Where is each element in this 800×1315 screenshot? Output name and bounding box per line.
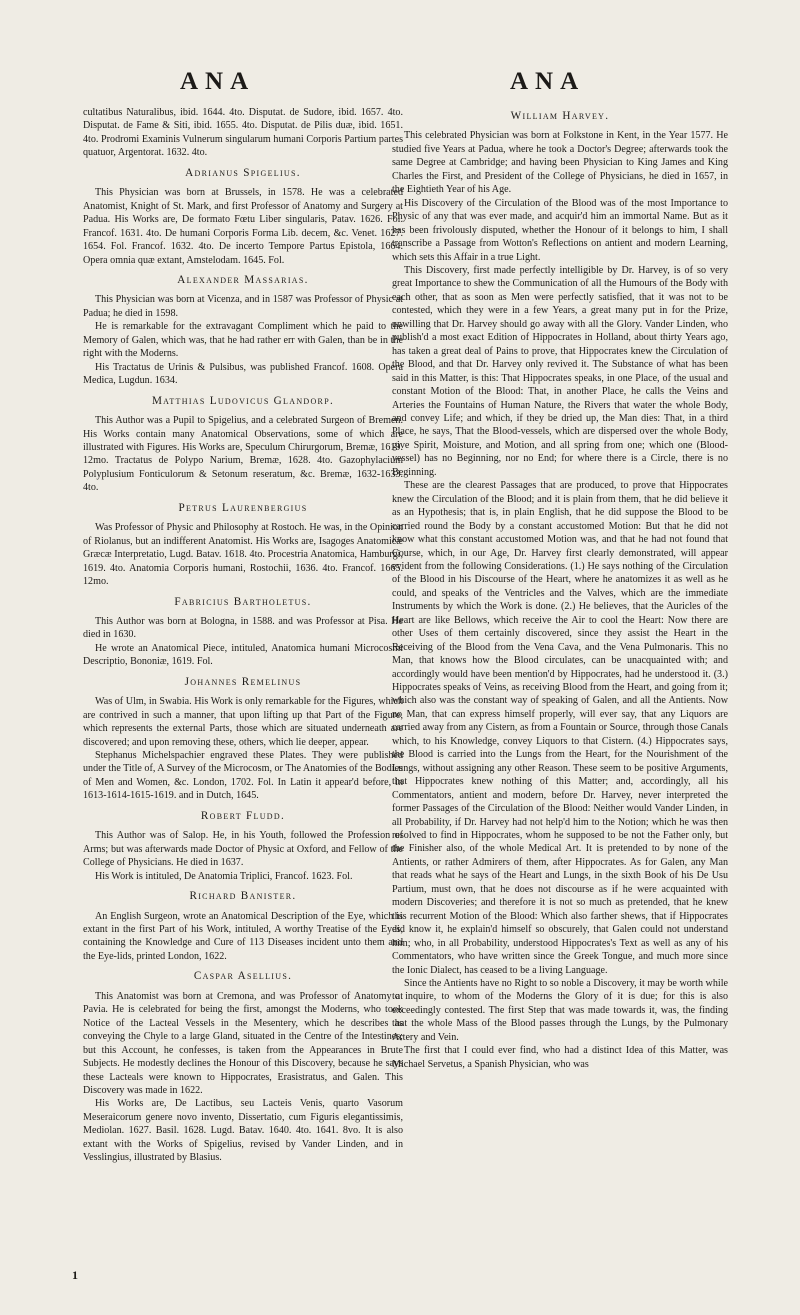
paragraph: This Author was born at Bologna, in 1588. and was Professor at Pisa. He died in 1630. — [83, 615, 403, 641]
right-column — [392, 106, 728, 1071]
section-heading: William Harvey. — [510, 110, 610, 122]
paragraph: The first that I could ever find, who had a distinct Idea of this Matter, was Michael Servetus, a Spanish Physician, who was — [392, 1045, 728, 1070]
paragraph: This Anatomist was born at Cremona, and was Professor of Anatomy at Pavia. He is celebrated for being the first, amongst the Moderns, who took Notice of the Lacteal Vessels in the Mesentery, which he describes as conveying the Chyle to a large Gland, situated in the Centre of the Intestines; but this Account, he confesses, is taken from the Appearances in Brute Subjects. He modestly declines the Honour of this Discovery, because he says these Lacteals were known to Hippocrates, Erasistratus, and Galen. This Discovery was made in 1622. — [83, 990, 403, 1096]
section-heading: Caspar Asellius. — [193, 970, 293, 983]
paragraph: His Work is intituled, De Anatomia Triplici, Francof. 1623. Fol. — [95, 870, 353, 882]
paragraph: His Discovery of the Circulation of the Blood was of the most Importance to Physic of any that was ever made, and acquir'd him an immortal Name. But as it has been frivolously disputed, whether the Honour of it belongs to him, I shall transcribe a Passage from Wotton's Reflections on antient and modern Learning, which sets this Affair in a true Light. — [392, 197, 728, 263]
paragraph: This Physician was born at Brussels, in 1578. He was a celebrated Anatomist, Knight of St. Mark, and first Professor of Anatomy and Surgery at Padua. His Works are, De formato Fœtu Liber singularis, Patav. 1626. Fol. Francof. 1631. 4to. De humani Corporis Forma Lib. decem, &c. Venet. 1627. 1654. Fol. Francof. 1632. 4to. De incerto Tempore Partus Epistola, 1664. Opera omnia quæ extant, Amstelodam. 1645. Fol. — [83, 187, 403, 266]
paragraph: This Author was of Salop. He, in his Youth, followed the Profession of Arms; but was afterwards made Doctor of Physic at Oxford, and Fellow of the College of Physicians. He died in 1637. — [83, 830, 403, 869]
paragraph: Stephanus Michelspachier engraved these Plates. They were published under the Title of, A Survey of the Microcosm, or The Anatomies of the Bodies of Men and Women, &c. London, 1702. Fol. In Latin it appear'd before, in 1613-1614-1615-1619. and in Dutch, 1645. — [83, 750, 403, 802]
section-heading: Adrianus Spigelius. — [185, 166, 301, 179]
section-heading: Petrus Laurenbergius — [178, 501, 308, 514]
paragraph: These are the clearest Passages that are produced, to prove that Hippocrates knew the Circulation of the Blood; and it is plain from them, that he did believe it as an Hypothesis; that is, in plain English, that he did suppose the Blood to be carried round the Body by a constant accustomed Motion: But that he did not know what this constant accustomed Motion was, and that he had not found that Course, which, in our Age, Dr. Harvey first clearly demonstrated, will appear evident from the following Considerations. (1.) He says nothing of the Circulation of the Blood in his Discourse of the Heart, where he anatomizes it as well as he could, and speaks of the Ventricles and the Valves, which are the immediate Instruments by which the Work is done. (2.) He believes, that the Auricles of the Heart are like Bellows, which receive the Air to cool the Heart: Now there are other Uses of them certainly discovered, since they assist the Heart in the Receiving of the Blood from the Vena Cava, and the Vena Pulmonaris. This no Man, that knows how the Blood circulates, can be unacquainted with; and accordingly would have been mention'd by Hippocrates, had he understood it. (3.) Hippocrates speaks of Veins, as receiving Blood from the Heart, and going from it; which also was the constant way of speaking of Galen, and all the Antients. Now no Man, that can express himself properly, will ever say, that any Liquors are carried away from any Cistern, as from a Fountain or Source, through those Canals which, to his Knowledge, convey Liquors to that Cistern. (4.) Hippocrates says, the Blood is carried into the Lungs from the Heart, for the Nourishment of the Lungs, without assigning any other Reason. These seem to be positive Arguments, that Hippocrates knew nothing of this Matter; and, accordingly, all his Commentators, antient and modern, before Dr. Harvey, never interpreted the former Passages of the Circulation of the Blood: Neither would Vander Linden, in all Probability, if Dr. Harvey had not help'd him to the Notion; which he was then resolved to find in Hippocrates, whom he supposed to be not the Father only, but the Finisher also, of the whole Medical Art. It is pretended to by none of the Antients, or rather Admirers of them, after Hippocrates. As for Galen, any Man that reads what he says of the Heart and Lungs, in the sixth Book of his De Usu Partium, must own, that he does not discourse as if he were acquainted with modern Discoveries; and therefore it is not so much as pretended, that he knew this recurrent Motion of the Blood: Which also farther shews, that if Hippocrates did know it, he explain'd himself so obscurely, that Galen could not understand him; who, in all Probability, understood Hippocrates's Text as well as any of his Commentators, who have written since the Greek Tongue, and much more since the Ionic Dialect, has ceased to be a living Language. — [392, 480, 728, 976]
paragraph: He wrote an Anatomical Piece, intituled, Anatomica humani Microcosmi Descriptio, Bononiæ, 1619. Fol. — [83, 642, 403, 668]
paragraph: He is remarkable for the extravagant Compliment which he paid to the Memory of Galen, which was, that he had rather err with Galen, than be in the right with the Moderns. — [83, 321, 403, 360]
running-head-right: ANA — [510, 68, 586, 95]
section-heading: Richard Banister. — [189, 890, 297, 903]
section-heading: Alexander Massarias. — [177, 273, 309, 286]
paragraph: This Discovery, first made perfectly intelligible by Dr. Harvey, is of so very great Importance to shew the Communication of all the Humours of the Body with each other, that as soon as Men were perfectly satisfied, that it was not to be contested, which they were in a few Years, a great many put in for the Prize, unwilling that Dr. Harvey should go away with all the Glory. Vander Linden, who publish'd a most exact Edition of Hippocrates in Holland, about thirty Years ago, has taken a great deal of Pains to prove, that Hippocrates knew the Circulation of the Blood, and that Dr. Harvey only revived it. The Substance of what has been said in this Matter, is this: That Hippocrates speaks, in one Place, of the usual and constant Motion of the Blood: That, in another Place, he calls the Veins and Arteries the Fountains of Human Nature, the Rivers that water the whole Body, and convey Life; and which, if they be dried up, the Man dies: That, in a third Place, he says, That the Blood-vessels, which are dispersed over the whole Body, give Spirit, Moisture, and Motion, and all spring from one; which one (Blood-vessel) has no Beginning, nor no End; for where there is a Circle, there is no Beginning. — [392, 264, 728, 478]
section-heading: Robert Fludd. — [200, 809, 286, 822]
folio-number: 1 — [72, 1268, 78, 1282]
paragraph: Since the Antients have no Right to so noble a Discovery, it may be worth while to inquire, to whom of the Moderns the Glory of it is due; for this is also exceedingly contested. The first Step that was made towards it, was, the finding that the whole Mass of the Blood passes through the Lungs, by the Pulmonary Artery and Vein. — [392, 978, 728, 1043]
paragraph: His Tractatus de Urinis & Pulsibus, was published Francof. 1608. Opera Medica, Lugdun. 1634. — [83, 361, 403, 387]
section-heading: Johannes Remelinus — [184, 675, 302, 688]
paragraph: cultatibus Naturalibus, ibid. 1644. 4to. Disputat. de Sudore, ibid. 1657. 4to. Disputat. de Fame & Siti, ibid. 1655. 4to. Disputat. de Pilis duæ, ibid. 1651. 4to. Prodromi Examinis Vulnerum singularum humani Corporis Partium partes quatuor, Argentorat. 1632. 4to. — [83, 107, 403, 159]
running-head — [0, 68, 800, 98]
paragraph: His Works are, De Lactibus, seu Lacteis Venis, quarto Vasorum Meseraicorum genere novo invento, Dissertatio, cum Figuris elegantissimis, Mediolan. 1627. Basil. 1628. Lugd. Batav. 1640. 4to. 1641. 8vo. It is also extant with the Works of Spigelius, revised by Vander Linden, and in Vesslingius, illustrated by Blasius. — [83, 1098, 403, 1164]
paragraph: Was Professor of Physic and Philosophy at Rostoch. He was, in the Opinion of Riolanus, but an indifferent Anatomist. His Works are, Isagoges Anatomicæ Græcæ Interpretatio, Lugd. Batav. 1618. 4to. Procestria Anatomica, Hamburgi, 1619. 4to. Anatomia Corporis humani, Rostochii, 1636. 4to. Francof. 1665. 12mo. — [83, 522, 403, 588]
paragraph: Was of Ulm, in Swabia. His Work is only remarkable for the Figures, which are contrived in such a manner, that upon lifting up that Part of the Figure, which represents the external Parts, those which are situated underneath are discovered; and upon removing these, others, which lie deeper, appear. — [83, 696, 403, 748]
paragraph: This Author was a Pupil to Spigelius, and a celebrated Surgeon of Bremen. His Works contain many Anatomical Observations, some of which are illustrated with Figures. His Works are, Speculum Chirurgorum, Bremæ, 1619. 12mo. Tractatus de Polypo Narium, Bremæ, 1628. 4to. Gazophylacium Polyplusium Fonticulorum & Setonum reseratum, &c. Bremæ, 1632-1633. 4to. — [83, 415, 403, 494]
paragraph: An English Surgeon, wrote an Anatomical Description of the Eye, which is extant in the first Part of his Work, intituled, A worthy Treatise of the Eyes, containing the Knowledge and Cure of 113 Diseases incident unto them and the Eye-lids, printed London, 1622. — [83, 910, 403, 962]
paragraph: This Physician was born at Vicenza, and in 1587 was Professor of Physic at Padua; he died in 1598. — [83, 294, 403, 319]
section-heading: Fabricius Bartholetus. — [174, 595, 312, 608]
left-column — [83, 106, 403, 1165]
section-heading: Matthias Ludovicus Glandorp. — [151, 394, 335, 407]
running-head-left: ANA — [180, 68, 256, 95]
paragraph: This celebrated Physician was born at Folkstone in Kent, in the Year 1577. He studied five Years at Padua, where he took a Doctor's Degree; afterwards took the same Degree at Cambridge; and having been Physician to King James and King Charles the First, and President of the College of Physicians, he died in 1657, in the Eightieth Year of his Age. — [392, 130, 728, 196]
